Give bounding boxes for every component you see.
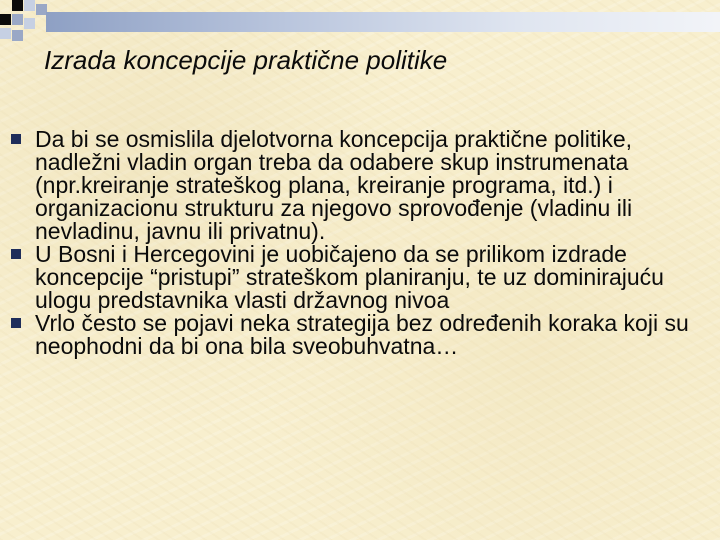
list-item (8, 128, 688, 243)
list-item-text: U Bosni i Hercegovini je uobičajeno da se prilikom izdrade koncepcije “pristupi” strateškom planiranju, te uz dominirajuću ulogu predstavnika vlasti državnog nivoa (35, 241, 664, 313)
list-item-text: Da bi se osmislila djelotvorna koncepcija praktične politike, nadležni vladin organ treba da odabere skup instrumenata (npr.kreiranje strateškog plana, kreiranje programa, itd.) i organizacionu strukturu za njegovo sprovođenje (vladinu ili nevladinu, javnu ili privatnu). (35, 126, 633, 244)
list-item-text: Vrlo često se pojavi neka strategija bez određenih koraka koji su neophodni da bi ona bila sveobuhvatna… (35, 310, 689, 359)
square-bullet-icon (11, 249, 21, 259)
decor-square (12, 14, 23, 25)
slide-title: Izrada koncepcije praktične politike (44, 45, 448, 75)
decor-square (0, 14, 11, 25)
decor-square (0, 28, 11, 39)
decor-square (12, 30, 23, 41)
bullet-list (8, 128, 688, 358)
square-bullet-icon (11, 318, 21, 328)
decor-square (24, 0, 35, 11)
decor-square (24, 18, 35, 29)
decor-square (12, 0, 23, 11)
header-gradient-bar (46, 12, 720, 32)
list-item (8, 312, 688, 358)
list-item (8, 243, 688, 312)
square-bullet-icon (11, 134, 21, 144)
